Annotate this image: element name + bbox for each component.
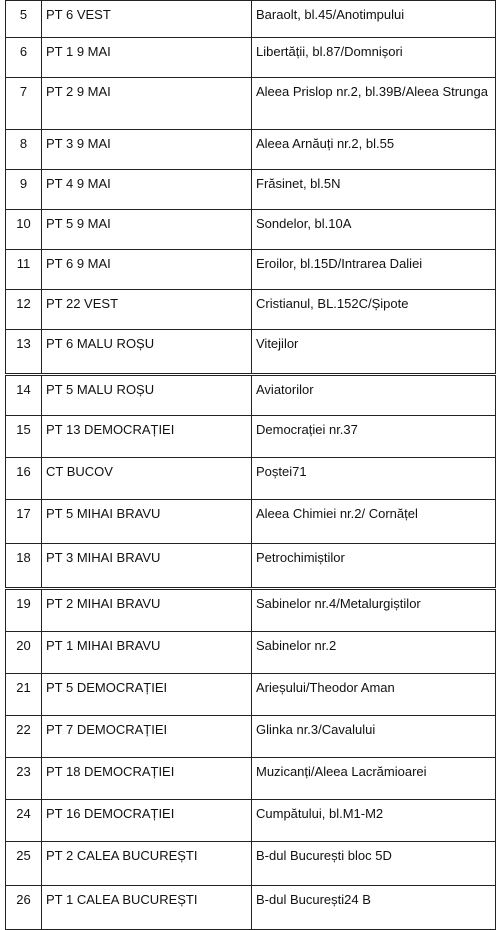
row-number: 26 bbox=[6, 886, 42, 930]
station-name: PT 2 CALEA BUCUREȘTI bbox=[42, 842, 252, 886]
station-address: Petrochimiștilor bbox=[252, 544, 496, 589]
station-address: Eroilor, bl.15D/Intrarea Daliei bbox=[252, 250, 496, 290]
station-name: PT 3 MIHAI BRAVU bbox=[42, 544, 252, 589]
station-address: Vitejilor bbox=[252, 330, 496, 375]
row-number: 25 bbox=[6, 842, 42, 886]
station-name: PT 6 VEST bbox=[42, 1, 252, 38]
station-name: PT 6 9 MAI bbox=[42, 250, 252, 290]
table-row bbox=[6, 250, 496, 290]
station-address: Muzicanți/Aleea Lacrămioarei bbox=[252, 758, 496, 800]
row-number: 12 bbox=[6, 290, 42, 330]
table-row bbox=[6, 330, 496, 375]
table-row bbox=[6, 416, 496, 458]
row-number: 9 bbox=[6, 170, 42, 210]
table-row bbox=[6, 674, 496, 716]
station-address: Arieșului/Theodor Aman bbox=[252, 674, 496, 716]
station-address: Sabinelor nr.4/Metalurgiștilor bbox=[252, 589, 496, 632]
table-row bbox=[6, 886, 496, 930]
station-address: B-dul București24 B bbox=[252, 886, 496, 930]
station-name: CT BUCOV bbox=[42, 458, 252, 500]
station-name: PT 22 VEST bbox=[42, 290, 252, 330]
station-address: Poștei71 bbox=[252, 458, 496, 500]
table-row bbox=[6, 375, 496, 416]
row-number: 17 bbox=[6, 500, 42, 544]
row-number: 19 bbox=[6, 589, 42, 632]
row-number: 8 bbox=[6, 130, 42, 170]
row-number: 13 bbox=[6, 330, 42, 375]
table-row bbox=[6, 544, 496, 589]
station-name: PT 16 DEMOCRAȚIEI bbox=[42, 800, 252, 842]
row-number: 18 bbox=[6, 544, 42, 589]
heating-points-table bbox=[5, 0, 496, 930]
row-number: 22 bbox=[6, 716, 42, 758]
row-number: 21 bbox=[6, 674, 42, 716]
station-address: Aleea Chimiei nr.2/ Cornățel bbox=[252, 500, 496, 544]
row-number: 16 bbox=[6, 458, 42, 500]
table-row bbox=[6, 38, 496, 78]
station-name: PT 3 9 MAI bbox=[42, 130, 252, 170]
table-row bbox=[6, 78, 496, 130]
station-name: PT 13 DEMOCRAȚIEI bbox=[42, 416, 252, 458]
station-name: PT 5 MIHAI BRAVU bbox=[42, 500, 252, 544]
row-number: 15 bbox=[6, 416, 42, 458]
station-name: PT 4 9 MAI bbox=[42, 170, 252, 210]
station-address: Democrației nr.37 bbox=[252, 416, 496, 458]
table-row bbox=[6, 170, 496, 210]
table-row bbox=[6, 500, 496, 544]
station-address: Sabinelor nr.2 bbox=[252, 632, 496, 674]
station-address: Cumpătului, bl.M1-M2 bbox=[252, 800, 496, 842]
station-name: PT 5 DEMOCRAȚIEI bbox=[42, 674, 252, 716]
table-row bbox=[6, 1, 496, 38]
table-row bbox=[6, 130, 496, 170]
station-name: PT 2 MIHAI BRAVU bbox=[42, 589, 252, 632]
table-row bbox=[6, 589, 496, 632]
row-number: 20 bbox=[6, 632, 42, 674]
station-name: PT 1 CALEA BUCUREȘTI bbox=[42, 886, 252, 930]
table-row bbox=[6, 758, 496, 800]
station-name: PT 5 9 MAI bbox=[42, 210, 252, 250]
station-name: PT 6 MALU ROȘU bbox=[42, 330, 252, 375]
row-number: 7 bbox=[6, 78, 42, 130]
station-address: Aviatorilor bbox=[252, 375, 496, 416]
station-name: PT 1 9 MAI bbox=[42, 38, 252, 78]
table-row bbox=[6, 290, 496, 330]
station-name: PT 2 9 MAI bbox=[42, 78, 252, 130]
station-address: Baraolt, bl.45/Anotimpului bbox=[252, 1, 496, 38]
table-row bbox=[6, 632, 496, 674]
station-address: Sondelor, bl.10A bbox=[252, 210, 496, 250]
station-name: PT 5 MALU ROȘU bbox=[42, 375, 252, 416]
station-address: Aleea Arnăuți nr.2, bl.55 bbox=[252, 130, 496, 170]
table-row bbox=[6, 210, 496, 250]
document-page bbox=[5, 0, 495, 930]
row-number: 11 bbox=[6, 250, 42, 290]
station-address: Frăsinet, bl.5N bbox=[252, 170, 496, 210]
row-number: 14 bbox=[6, 375, 42, 416]
table-row bbox=[6, 842, 496, 886]
row-number: 10 bbox=[6, 210, 42, 250]
station-address: Aleea Prislop nr.2, bl.39B/Aleea Strunga bbox=[252, 78, 496, 130]
station-name: PT 18 DEMOCRAȚIEI bbox=[42, 758, 252, 800]
row-number: 6 bbox=[6, 38, 42, 78]
row-number: 23 bbox=[6, 758, 42, 800]
station-address: Libertății, bl.87/Domnișori bbox=[252, 38, 496, 78]
table-row bbox=[6, 716, 496, 758]
station-name: PT 7 DEMOCRAȚIEI bbox=[42, 716, 252, 758]
row-number: 5 bbox=[6, 1, 42, 38]
station-address: Glinka nr.3/Cavalului bbox=[252, 716, 496, 758]
table-row bbox=[6, 458, 496, 500]
station-address: B-dul București bloc 5D bbox=[252, 842, 496, 886]
station-name: PT 1 MIHAI BRAVU bbox=[42, 632, 252, 674]
station-address: Cristianul, BL.152C/Șipote bbox=[252, 290, 496, 330]
row-number: 24 bbox=[6, 800, 42, 842]
